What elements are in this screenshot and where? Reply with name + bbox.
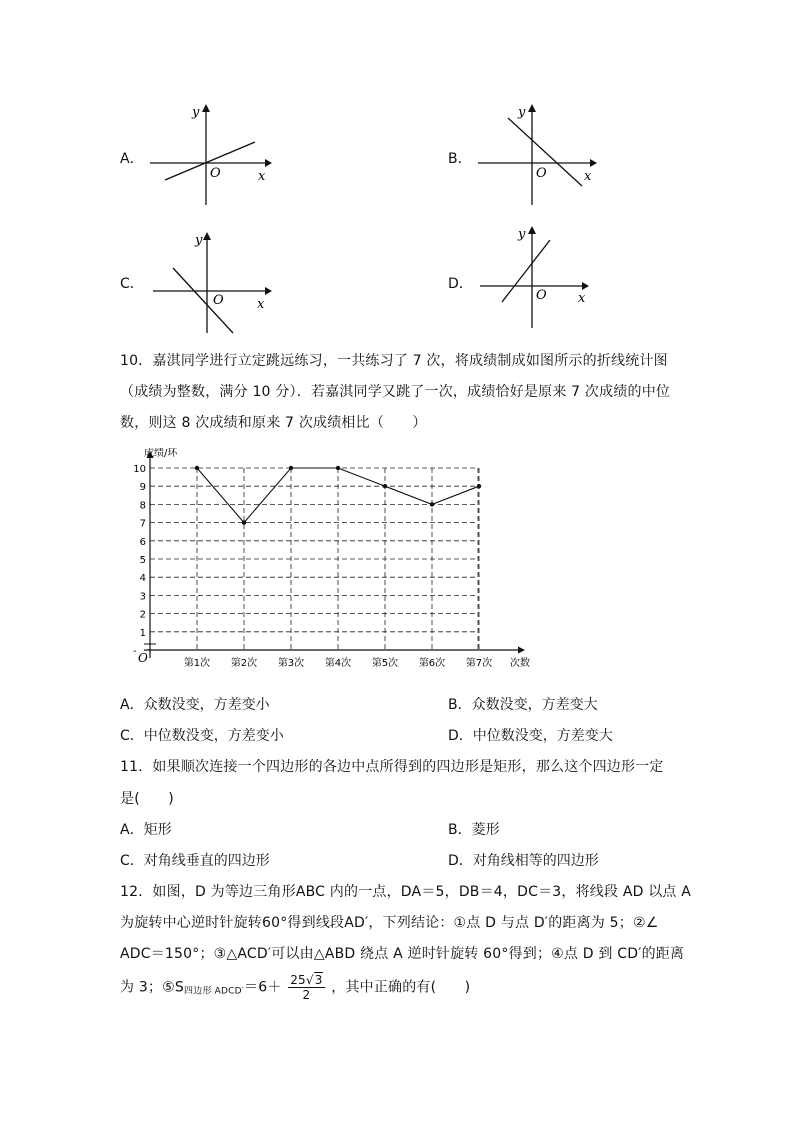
q10-option-c: C．中位数没变，方差变小 xyxy=(120,728,284,744)
x-tick-label: 第2次 xyxy=(230,658,258,669)
x-tick-label: 第5次 xyxy=(371,658,399,669)
data-point xyxy=(430,502,434,506)
data-point xyxy=(477,484,481,488)
q9-option-c-graph xyxy=(145,228,285,338)
q12-line-1: 12．如图，D 为等边三角形ABC 内的一点，DA＝5，DB＝4，DC＝3，将线段 AD 以点 A xyxy=(120,884,692,900)
origin-label: O xyxy=(213,293,224,308)
q10-option-a: A．众数没变，方差变小 xyxy=(120,697,270,713)
q9-option-d-graph xyxy=(472,222,612,332)
q11-option-c: C．对角线垂直的四边形 xyxy=(120,853,270,869)
q11-option-d: D．对角线相等的四边形 xyxy=(448,853,599,869)
q11-option-a: A．矩形 xyxy=(120,822,172,838)
x-axis-label: x xyxy=(257,297,265,312)
data-point xyxy=(336,466,340,470)
q9-option-b-graph xyxy=(470,100,610,210)
x-axis-label: x xyxy=(584,169,592,184)
q12-line-4-c: ，其中正确的有( ) xyxy=(331,979,471,996)
q12-line-4-b: ＝6＋ xyxy=(244,979,282,996)
q9-option-b-label: B． xyxy=(448,151,472,167)
q10-option-b: B．众数没变，方差变大 xyxy=(448,697,598,713)
data-point xyxy=(289,466,293,470)
y-tick-label: 2 xyxy=(139,609,146,621)
q9-option-c-label: C． xyxy=(120,276,144,292)
q9-option-d-label: D． xyxy=(448,276,473,292)
q10-line-1: 10．嘉淇同学进行立定跳远练习，一共练习了 7 次，将成绩制成如图所示的折线统计图 xyxy=(120,353,668,369)
chart-svg xyxy=(130,448,540,673)
y-tick-label: 10 xyxy=(133,464,146,475)
y-tick-label: 6 xyxy=(139,536,146,548)
q12-area-subscript: 四边形 ADCD′ xyxy=(184,986,245,997)
q12-line-3: ADC＝150°；③△ACD′可以由△ABD 绕点 A 逆时针旋转 60°得到；④点 D 到 CD′的距离 xyxy=(120,946,685,962)
q10-line-2: （成绩为整数，满分 10 分）．若嘉淇同学又跳了一次，成绩恰好是原来 7 次成绩的中位 xyxy=(120,384,671,400)
y-tick-label: 5 xyxy=(139,555,146,566)
fraction-numerator: 25 xyxy=(290,973,306,987)
fraction-denominator: 2 xyxy=(302,988,311,1002)
y-tick-label: 1 xyxy=(139,627,146,639)
x-tick-label: 第6次 xyxy=(418,658,446,669)
x-axis-label: x xyxy=(258,169,266,184)
data-point xyxy=(242,520,246,524)
q11-line-1: 11．如果顺次连接一个四边形的各边中点所得到的四边形是矩形，那么这个四边形一定 xyxy=(120,759,664,775)
origin-label: O xyxy=(210,166,221,181)
x-tick-label: 第7次 xyxy=(465,658,493,669)
origin-label: O xyxy=(536,288,547,303)
x-axis-arrow xyxy=(518,647,525,654)
q9-option-a-label: A． xyxy=(120,151,144,167)
origin-label: O xyxy=(138,651,148,665)
data-point xyxy=(195,466,199,470)
y-axis-label: y xyxy=(518,105,526,120)
y-tick-label: 8 xyxy=(139,500,146,512)
x-axis-label: x xyxy=(578,291,586,306)
q12-fraction: $\frac{25√3}{2}$ xyxy=(290,973,323,1002)
q12-line-4 xyxy=(120,973,470,1002)
x-tick-label: 第3次 xyxy=(277,658,305,669)
y-tick-label: 4 xyxy=(139,573,146,585)
q10-line-3: 数，则这 8 次成绩和原来 7 次成绩相比（ ） xyxy=(120,415,427,431)
x-tick-label: 第1次 xyxy=(183,658,211,669)
q12-line-2: 为旋转中心逆时针旋转60°得到线段AD′，下列结论：①点 D 与点 D′的距离为 5；②∠ xyxy=(120,915,659,931)
x-tick-label: 第4次 xyxy=(324,658,352,669)
y-axis-label: y xyxy=(192,105,200,120)
data-point xyxy=(383,484,387,488)
x-axis-title: 次数 xyxy=(510,658,530,669)
q12-line-4-a: 为 3；⑤S xyxy=(120,979,184,996)
q11-line-2: 是( ) xyxy=(120,791,174,807)
y-axis-label: y xyxy=(195,233,203,248)
q10-option-d: D．中位数没变，方差变大 xyxy=(448,728,613,744)
y-tick-label: 7 xyxy=(139,518,146,530)
fraction-sqrt: 3 xyxy=(314,973,323,987)
origin-dash: - xyxy=(133,646,137,657)
q10-line-chart xyxy=(130,448,540,673)
q9-option-a-graph xyxy=(140,100,280,210)
y-axis-title: 成绩/环 xyxy=(144,448,178,459)
y-tick-label: 3 xyxy=(139,591,146,603)
origin-label: O xyxy=(536,166,547,181)
q11-option-b: B．菱形 xyxy=(448,822,500,838)
y-axis-label: y xyxy=(518,227,526,242)
y-tick-label: 9 xyxy=(139,482,146,494)
